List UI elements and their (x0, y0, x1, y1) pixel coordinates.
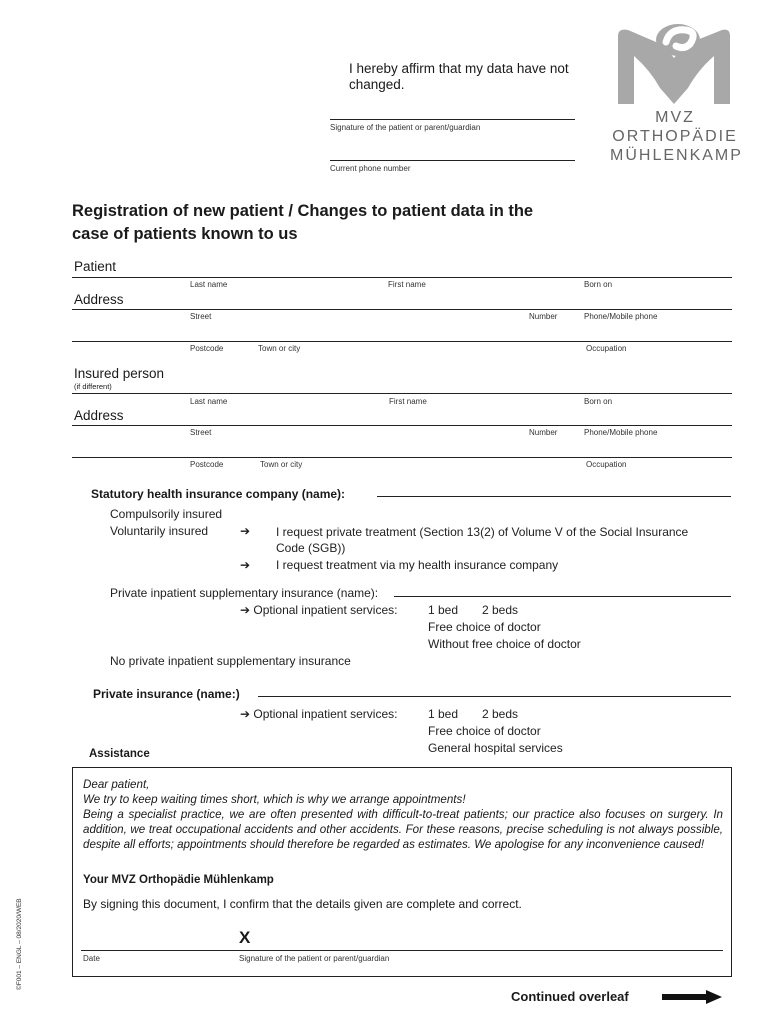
insured-phone-label: Phone/Mobile phone (584, 428, 658, 437)
patient-born-on-label: Born on (584, 280, 613, 289)
affirm-signature-label: Signature of the patient or parent/guardian (330, 123, 481, 132)
patient-heading: Patient (74, 259, 117, 274)
private-treatment-option[interactable] (276, 524, 716, 556)
continued-overleaf: Continued overleaf (511, 989, 629, 1004)
private-treatment-line-1: I request private treatment (Section 13(2) of Volume V of the Social Insurance (276, 525, 689, 539)
patient-phone-label: Phone/Mobile phone (584, 312, 658, 321)
insured-number-label: Number (529, 428, 558, 437)
affirm-line-2: changed. (349, 77, 405, 92)
insured-town-label: Town or city (260, 460, 303, 469)
notice-signature-label: Signature of the patient or parent/guardian (239, 954, 390, 963)
patient-first-name-label: First name (388, 280, 426, 289)
patient-street-label: Street (190, 312, 212, 321)
private-treatment-line-2: Code (SGB)) (276, 541, 346, 555)
affirm-text (349, 61, 599, 93)
insured-subheading: (if different) (74, 382, 112, 391)
affirm-signature-field[interactable] (330, 119, 575, 120)
insured-last-name-label: Last name (190, 397, 228, 406)
no-supplementary-option[interactable]: No private inpatient supplementary insurance (110, 654, 351, 668)
patient-postcode-field[interactable] (72, 341, 732, 342)
statutory-label: Statutory health insurance company (name): (91, 487, 346, 501)
patient-occupation-label: Occupation (586, 344, 627, 353)
private-1-bed-option[interactable]: 1 bed (428, 707, 459, 721)
insured-name-field[interactable] (72, 393, 732, 394)
affirm-line-1: I hereby affirm that my data have not (349, 61, 569, 76)
insured-born-on-label: Born on (584, 397, 613, 406)
signature-x-mark: X (239, 928, 251, 947)
private-2-beds-option[interactable]: 2 beds (482, 707, 519, 721)
supplementary-free-choice-option[interactable]: Free choice of doctor (428, 620, 541, 634)
notice-body: Being a specialist practice, we are often presented with difficult-to-treat patients; our practice also focuses on surgery. In addition, we treat occupational accidents and other accidents. For these reasons, precise scheduling is not always possible, despite all efforts; appointments should therefore be regarded as estimates. We apologise for any inconvenience caused! (83, 808, 723, 851)
supplementary-2-beds-option[interactable]: 2 beds (482, 603, 519, 617)
supplementary-1-bed-option[interactable]: 1 bed (428, 603, 459, 617)
notice-appointments: We try to keep waiting times short, which is why we arrange appointments! (83, 793, 466, 806)
insured-postcode-label: Postcode (190, 460, 224, 469)
insured-address-heading: Address (74, 408, 124, 423)
insured-first-name-label: First name (389, 397, 427, 406)
notice-confirm: By signing this document, I confirm that the details given are complete and correct. (83, 897, 522, 911)
statutory-name-field[interactable] (377, 496, 731, 497)
arrow-right-icon (662, 990, 722, 1004)
arrow-right-icon: ➔ (240, 558, 251, 572)
insured-occupation-label: Occupation (586, 460, 627, 469)
notice-sign-off: Your MVZ Orthopädie Mühlenkamp (83, 874, 274, 886)
private-free-choice-option[interactable]: Free choice of doctor (428, 724, 541, 738)
logo-line-2: ORTHOPÄDIE (612, 128, 738, 145)
patient-address-heading: Address (74, 292, 124, 307)
logo (610, 18, 742, 188)
assistance-label: Assistance (89, 748, 150, 760)
private-optional-label: ➔ Optional inpatient services: (240, 707, 398, 721)
patient-town-label: Town or city (258, 344, 301, 353)
private-insurance-name-field[interactable] (258, 696, 731, 697)
general-hospital-option[interactable]: General hospital services (428, 741, 563, 755)
date-signature-field[interactable] (81, 950, 723, 951)
logo-line-1: MVZ (655, 109, 695, 126)
voluntary-option[interactable]: Voluntarily insured (110, 524, 209, 538)
patient-number-label: Number (529, 312, 558, 321)
insured-street-field[interactable] (72, 425, 732, 426)
insured-postcode-field[interactable] (72, 457, 732, 458)
notice-box (72, 767, 732, 977)
notice-greeting: Dear patient, (83, 778, 150, 791)
private-insurance-label: Private insurance (name:) (93, 687, 240, 701)
patient-postcode-label: Postcode (190, 344, 224, 353)
patient-last-name-label: Last name (190, 280, 228, 289)
form-code: ©F001 – ENGL – 08/2020/WEB (16, 898, 23, 990)
page-title (72, 200, 632, 246)
mvz-logo-mark-icon (614, 18, 734, 104)
current-phone-field[interactable] (330, 160, 575, 161)
patient-street-field[interactable] (72, 309, 732, 310)
page-title-line-2: case of patients known to us (72, 225, 298, 243)
insurance-treatment-option[interactable]: I request treatment via my health insurance company (276, 558, 559, 572)
supplementary-without-choice-option[interactable]: Without free choice of doctor (428, 637, 581, 651)
current-phone-label: Current phone number (330, 164, 411, 173)
supplementary-name-field[interactable] (394, 596, 731, 597)
page-title-line-1: Registration of new patient / Changes to patient data in the (72, 202, 534, 220)
patient-name-field[interactable] (72, 277, 732, 278)
insured-street-label: Street (190, 428, 212, 437)
supplementary-label: Private inpatient supplementary insurance (name): (110, 586, 379, 600)
arrow-right-icon: ➔ (240, 524, 251, 538)
logo-line-3: MÜHLENKAMP (610, 147, 743, 164)
insured-heading: Insured person (74, 366, 165, 381)
compulsory-option[interactable]: Compulsorily insured (110, 507, 223, 521)
supplementary-optional-label: ➔ Optional inpatient services: (240, 603, 398, 617)
date-label: Date (83, 954, 100, 963)
